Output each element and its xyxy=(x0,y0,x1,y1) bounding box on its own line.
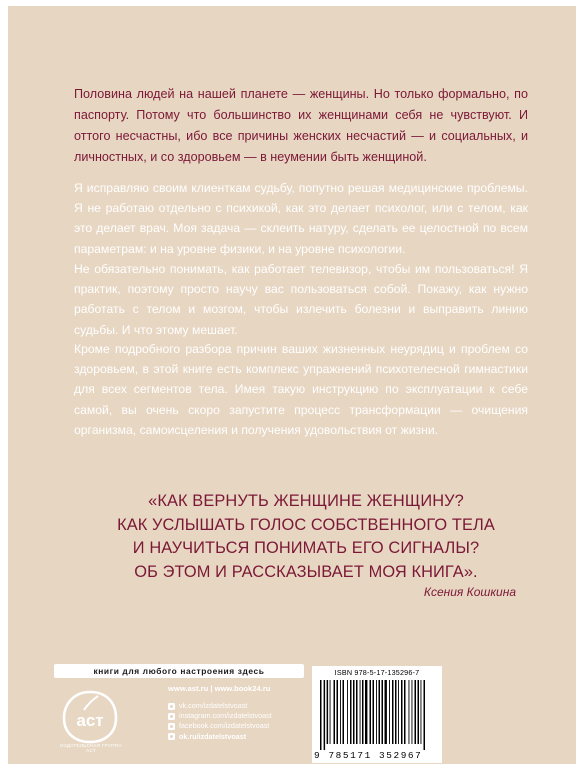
barcode-bar xyxy=(340,680,341,744)
social-link-facebook xyxy=(168,721,272,731)
barcode-bar xyxy=(395,680,397,744)
barcode-bar xyxy=(385,680,387,744)
barcode-bar xyxy=(334,680,336,744)
barcode-bar xyxy=(373,680,375,744)
barcode-bar xyxy=(409,680,410,744)
quote-line: И НАУЧИТЬСЯ ПОНИМАТЬ ЕГО СИГНАЛЫ? xyxy=(132,539,480,557)
barcode-bar xyxy=(404,680,406,744)
social-link-text: facebook.com/izdatelstvoast xyxy=(179,721,270,731)
publisher-tagline: книги для любого настроения здесь xyxy=(54,664,304,678)
barcode-bar xyxy=(330,680,331,744)
barcode-bar xyxy=(401,680,403,744)
barcode-bar xyxy=(424,680,426,750)
barcode-bar xyxy=(418,680,420,744)
isbn-label: ISBN 978-5-17-135296-7 xyxy=(334,668,420,677)
quote-line: КАК УСЛЫШАТЬ ГОЛОС СОБСТВЕННОГО ТЕЛА xyxy=(117,515,495,534)
publisher-websites: www.ast.ru | www.book24.ru xyxy=(168,684,271,693)
isbn-block xyxy=(312,666,442,763)
barcode-bar xyxy=(350,680,352,744)
barcode-bar xyxy=(415,680,417,744)
barcode-bar xyxy=(382,680,384,744)
barcode-bar xyxy=(324,680,326,750)
barcode-bar xyxy=(362,680,364,744)
social-link-text: vk.com/izdatelstvoast xyxy=(179,701,248,710)
book-back-cover xyxy=(8,6,576,764)
pull-quote xyxy=(86,490,526,584)
barcode-bar xyxy=(389,680,390,744)
quote-line: ОБ ЭТОМ И РАССКАЗЫВАЕТ МОЯ КНИГА». xyxy=(134,562,478,581)
barcode-bar xyxy=(356,680,358,744)
publisher-logo-icon xyxy=(62,690,118,744)
barcode-bar xyxy=(376,680,377,744)
ok-icon xyxy=(168,733,175,740)
barcode-bar xyxy=(343,680,345,744)
barcode-bar xyxy=(365,680,367,744)
social-link-text: instagram.com/izdatelstvoast xyxy=(179,711,272,721)
body-paragraph: Я исправляю своим клиенткам судьбу, попутно решая медицинские проблемы. Я не работаю отдельно с психикой, как это делает психолог, или с телом, как это делает врач. Моя задача — склеить натуру, сделать ее целостной по всем параметрам: и на уровне физики, и на уровне психологии. xyxy=(74,181,528,256)
barcode-bar xyxy=(421,680,422,744)
barcode-icon xyxy=(320,680,438,750)
body-paragraph: Кроме подробного разбора причин ваших жизненных неурядиц и проблем со здоровьем, в этой книге есть комплекс упражнений психотелесной гимнастики для всех сегментов тела. Имея такую инструкцию по эксплуатации к себе самой, вы очень скоро запустите процесс трансформации — очищения организма, самоисцеления и получения удовольствия от жизни. xyxy=(74,342,528,437)
social-link-vk xyxy=(168,701,272,711)
barcode-bar xyxy=(392,680,394,744)
barcode-bar xyxy=(347,680,348,744)
barcode-bar xyxy=(320,680,322,750)
social-link-ok xyxy=(168,732,272,742)
quote-author: Ксения Кошкина xyxy=(423,585,516,599)
barcode-bar xyxy=(398,680,399,744)
social-link-text: ok.ru/izdatelstvoast xyxy=(179,731,247,741)
instagram-icon xyxy=(168,713,175,720)
barcode-bar xyxy=(379,680,381,744)
social-link-instagram xyxy=(168,711,272,721)
logo-text: аст xyxy=(76,711,104,730)
barcode-digits: 9 785171 352967 xyxy=(314,750,423,761)
intro-paragraph: Половина людей на нашей планете — женщины. Но только формально, по паспорту. Потому что большинство их женщинами себя не чувствуют. И оттого несчастны, ибо все причины женских несчастий — и социальных, и личностных, и со здоровьем — в неумении быть женщиной. xyxy=(74,87,528,164)
barcode-bar xyxy=(370,680,372,744)
vk-icon xyxy=(168,703,175,710)
publisher-caption: ИЗДАТЕЛЬСКАЯ ГРУППА АСТ xyxy=(60,744,122,754)
quote-line: «КАК ВЕРНУТЬ ЖЕНЩИНЕ ЖЕНЩИНУ? xyxy=(148,492,464,510)
social-links xyxy=(168,701,272,742)
body-paragraph: Не обязательно понимать, как работает телевизор, чтобы им пользоваться! Я практик, поэтому просто научу вас пользоваться собой. Покажу, как нужно работать с телом и мозгом, чтобы излечить болезни и выправить линию судьбы. И что этому мешает. xyxy=(74,262,528,337)
barcode-bar xyxy=(353,680,355,744)
barcode-bar xyxy=(327,680,329,744)
barcode-bar xyxy=(412,680,413,744)
barcode-bar xyxy=(360,680,361,744)
barcode-bar xyxy=(337,680,339,744)
facebook-icon xyxy=(168,723,175,730)
